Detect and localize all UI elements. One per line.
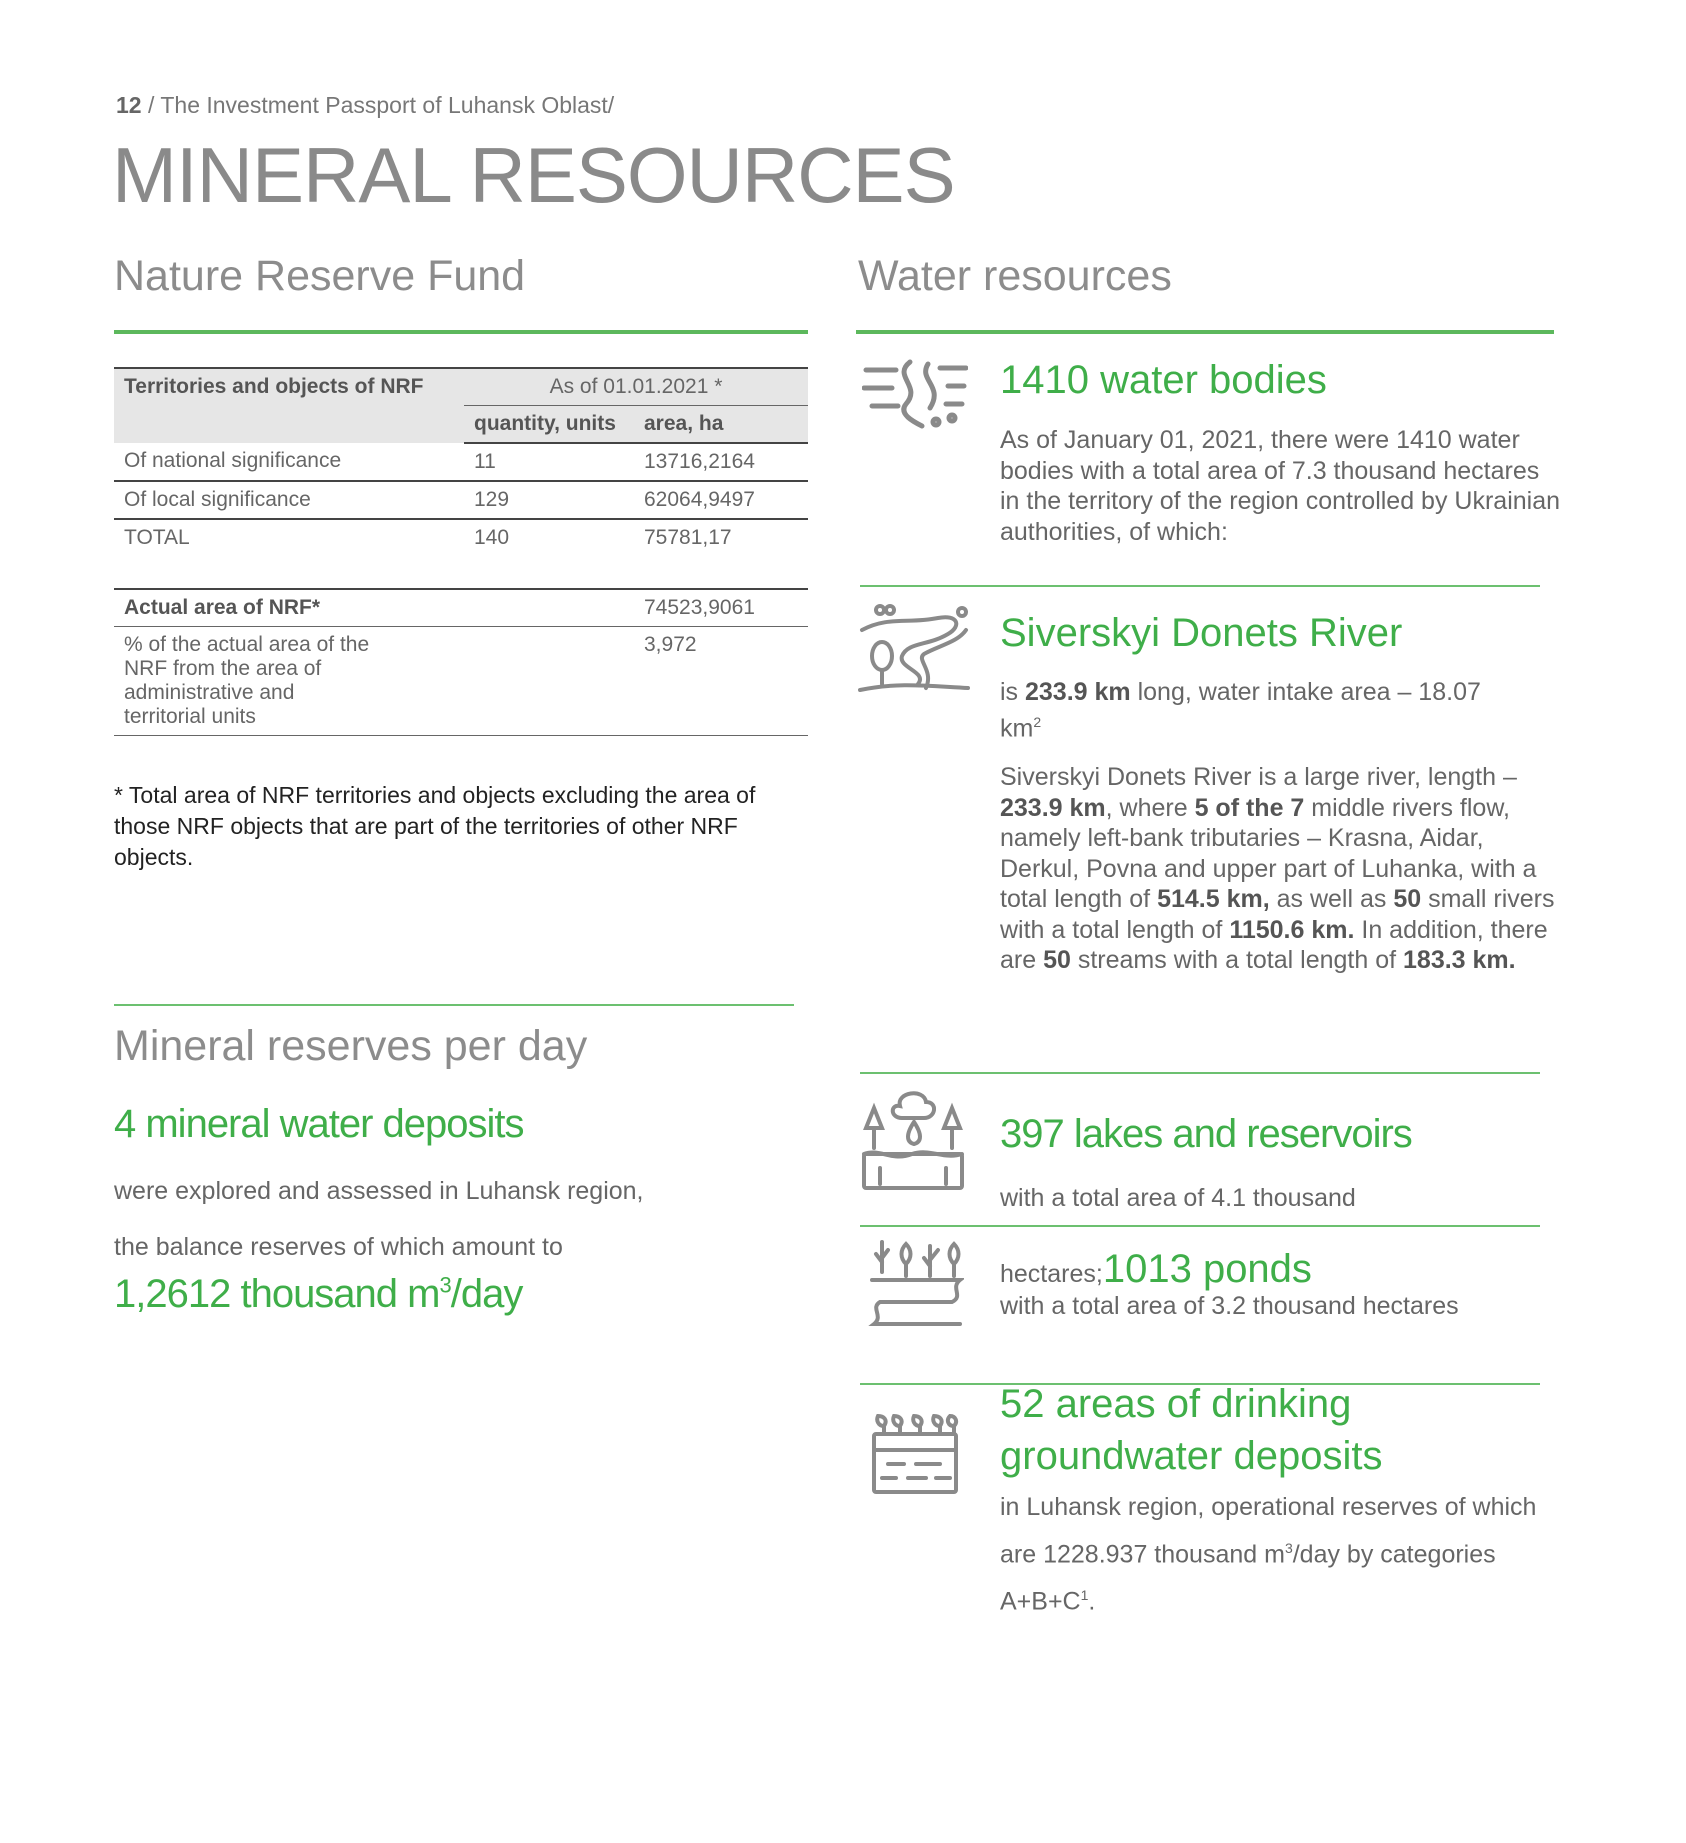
ponds-highlight: 1013 ponds (1102, 1247, 1312, 1291)
groundwater-highlight: 52 areas of drinking groundwater deposits (1000, 1382, 1383, 1478)
row-label: Of national significance (114, 443, 464, 481)
row-quantity: 11 (464, 443, 634, 481)
col1-header: Territories and objects of NRF (114, 368, 464, 443)
lake-trees-icon (860, 1088, 966, 1192)
pct-value: 3,972 (634, 627, 808, 736)
group-header: As of 01.01.2021 * (464, 368, 808, 406)
section-rule (860, 585, 1540, 587)
section-rule (860, 1225, 1540, 1227)
groundwater-text: in Luhansk region, operational reserves of which are 1228.937 thousand $m^3$/day by categories $A+B+C^1$. (1000, 1493, 1537, 1616)
section-rule (856, 330, 1554, 334)
ponds-text: with a total area of 3.2 thousand hectares (1000, 1292, 1459, 1320)
row-label: Of local significance (114, 481, 464, 519)
pond-reeds-icon (868, 1236, 964, 1328)
running-title: / The Investment Passport of Luhansk Oblast/ (147, 92, 615, 118)
table-row (114, 443, 808, 481)
water-flow-icon (862, 356, 968, 432)
groundwater-layers-icon (870, 1412, 960, 1496)
mineral-heading: Mineral reserves per day (114, 1022, 588, 1070)
running-head (116, 92, 614, 119)
actual-area-label: Actual area of NRF* (114, 589, 464, 627)
mineral-text-1: were explored and assessed in Luhansk region, (114, 1177, 644, 1205)
row-area: 62064,9497 (634, 481, 808, 519)
water-bodies-text: As of January 01, 2021, there were 1410 water bodies with a total area of 7.3 thousand hectares in the territory of the region controlled by Ukrainian authorities, of which: (1000, 426, 1561, 546)
actual-area-value: 74523,9061 (634, 589, 808, 627)
river-summary: is 233.9 km long, water intake area – 18.07 $km^2$ (1000, 678, 1481, 743)
row-quantity: 140 (474, 526, 510, 549)
page-title: MINERAL RESOURCES (112, 131, 955, 219)
col3-header: area, ha (634, 406, 808, 444)
table-row (114, 589, 808, 627)
mineral-text-2: the balance reserves of which amount to (114, 1233, 563, 1261)
table-row (114, 627, 808, 736)
river-highlight: Siverskyi Donets River (1000, 611, 1403, 655)
row-quantity: 129 (464, 481, 634, 519)
table-row (114, 519, 808, 556)
section-rule (114, 330, 808, 334)
nrf-footnote: * Total area of NRF territories and objects excluding the area of those NRF objects that are part of the territories of other NRF objects. (114, 782, 756, 870)
section-rule (860, 1072, 1540, 1074)
ponds-prefix: hectares; (1000, 1260, 1103, 1288)
lakes-highlight: 397 lakes and reservoirs (1000, 1112, 1412, 1156)
ponds-line (1000, 1247, 1560, 1291)
mineral-amount: 1,2612 thousand $m^3$/day (114, 1272, 523, 1316)
water-heading: Water resources (858, 252, 1172, 300)
row-area: 13716,2164 (634, 443, 808, 481)
table-row (114, 481, 808, 519)
row-label: TOTAL (124, 526, 190, 549)
col2-header: quantity, units (464, 406, 634, 444)
page-number: 12 (116, 92, 142, 118)
section-rule (114, 1004, 794, 1006)
river-landscape-icon (858, 602, 970, 694)
river-description: Siverskyi Donets River is a large river, length – 233.9 km, where 5 of the 7 middle rivers flow, namely left-bank tributaries – Krasna, Aidar, Derkul, Povna and upper part of Luhanka, with a total length of 514.5 km, as well as 50 small rivers with a total length of 1150.6 km. In addition, there are 50 streams with a total length of 183.3 km. (1000, 763, 1555, 974)
row-area: 75781,17 (644, 526, 732, 549)
water-bodies-highlight: 1410 water bodies (1000, 358, 1327, 402)
lakes-text: with a total area of 4.1 thousand (1000, 1184, 1356, 1212)
nature-reserve-heading: Nature Reserve Fund (114, 252, 526, 300)
mineral-highlight: 4 mineral water deposits (114, 1102, 524, 1146)
pct-label: % of the actual area of the NRF from the area of administrative and territorial units (114, 627, 464, 736)
nrf-table (114, 367, 808, 736)
